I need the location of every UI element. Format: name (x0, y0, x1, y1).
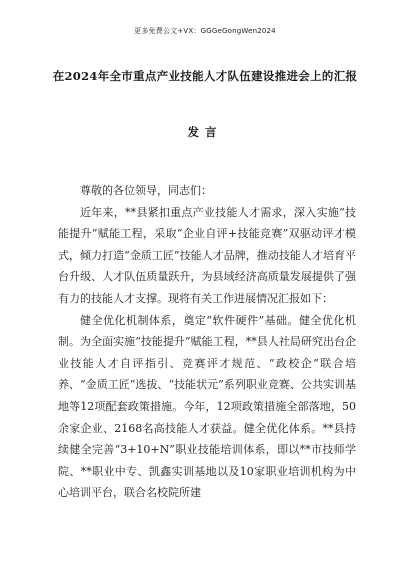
document-title-continuation: 发言 (187, 125, 223, 139)
paragraph-mechanism: 健全优化机制体系，奠定“软件硬件”基础。健全优化机制。为全面实施“技能提升”赋能工程，**县人社局研究出台企业技能人才自评指引、竞赛评才规范、“政校企”联合培养、“金质工匠”选拔、“技能状元”系列职业竞赛、公共实训基地等12项配套政策措施。今年，12项政策措施全部落地，50余家企业、2168名高技能人才获益。健全优化体系。**县持续健全完善“3+10+N”职业技能培训体系，即以**市技师学院、**职业中专、凯鑫实训基地以及10家职业培训机构为中心培训平台，联合名校院所建 (58, 313, 356, 500)
salutation: 尊敬的各位领导，同志们： (80, 184, 212, 197)
header-note: 更多免费公文+VX：GGGeGongWen2024 (134, 27, 276, 35)
document-title: 在2024年全市重点产业技能人才队伍建设推进会上的汇报 (52, 69, 358, 83)
paragraph-intro: 近年来，**县紧扣重点产业技能人才需求，深入实施“技能提升”赋能工程，采取“企业自评+技能竞赛”双驱动评才模式，倾力打造“金质工匠”技能人才品牌，推动技能人才培育平台升级、人才队伍质量跃升，为县域经济高质量发展提供了强有力的技能人才支撑。现将有关工作进展情况汇报如下： (58, 205, 356, 305)
document-body (58, 180, 356, 504)
